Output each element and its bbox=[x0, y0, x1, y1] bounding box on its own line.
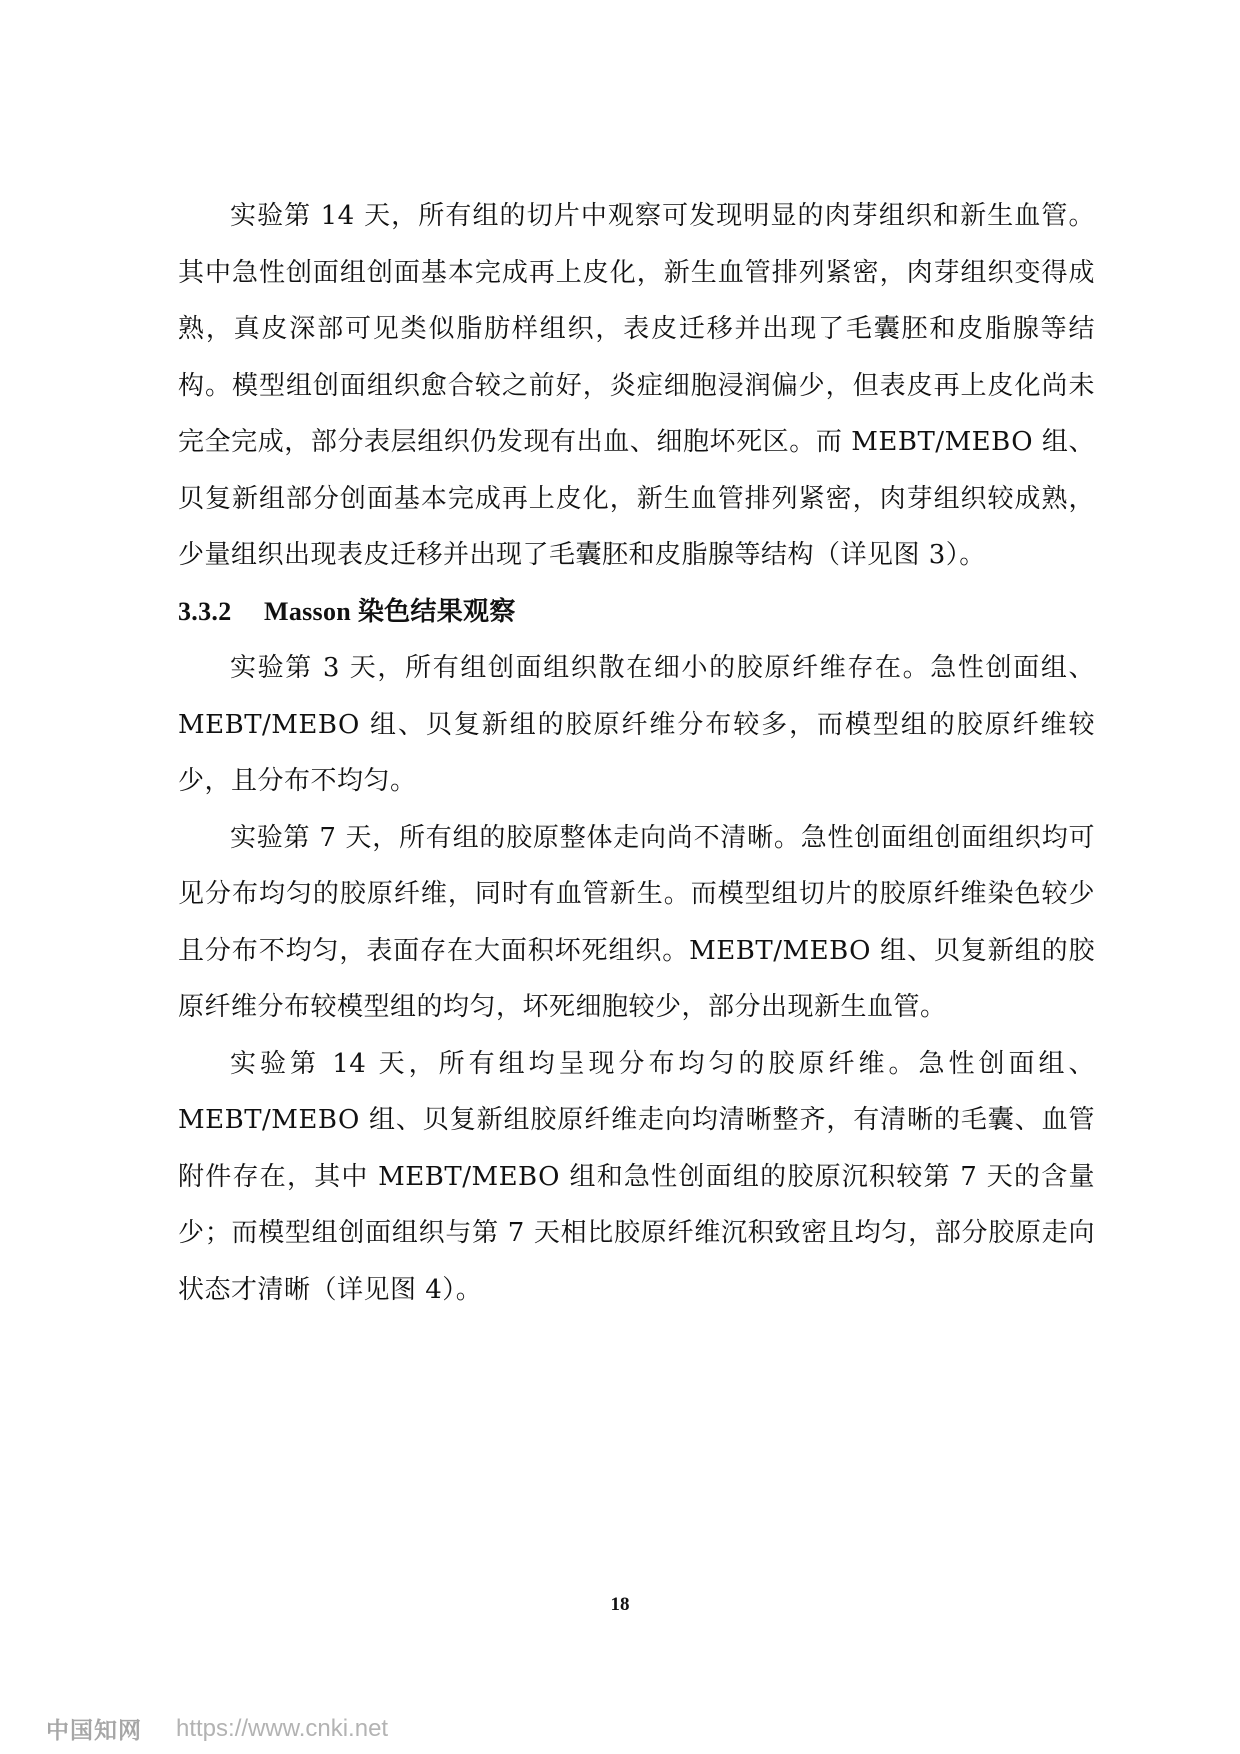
paragraph-day7-masson: 实验第 7 天，所有组的胶原整体走向尚不清晰。急性创面组创面组织均可见分布均匀的胶原纤维，同时有血管新生。而模型组切片的胶原纤维染色较少且分布不均匀，表面存在大面积坏死组织。MEBT/MEBO 组、贝复新组的胶原纤维分布较模型组的均匀，坏死细胞较少，部分出现新生血管。 bbox=[178, 822, 1095, 1022]
footer-watermark bbox=[46, 1712, 388, 1745]
section-heading bbox=[178, 584, 1095, 641]
document-body bbox=[178, 188, 1095, 1318]
paragraph-day14-masson: 实验第 14 天，所有组均呈现分布均匀的胶原纤维。急性创面组、MEBT/MEBO 组、贝复新组胶原纤维走向均清晰整齐，有清晰的毛囊、血管附件存在，其中 MEBT/MEBO 组和急性创面组的胶原沉积较第 7 天的含量少；而模型组创面组织与第 7 天相比胶原纤维沉积致密且均匀，部分胶原走向状态才清晰（详见图 4）。 bbox=[178, 1048, 1095, 1305]
cnki-logo: 中国知网 bbox=[46, 1718, 142, 1744]
section-number: 3.3.2 bbox=[178, 596, 232, 626]
paragraph-day14-he: 实验第 14 天，所有组的切片中观察可发现明显的肉芽组织和新生血管。其中急性创面组创面基本完成再上皮化，新生血管排列紧密，肉芽组织变得成熟，真皮深部可见类似脂肪样组织，表皮迁移并出现了毛囊胚和皮脂腺等结构。模型组创面组织愈合较之前好，炎症细胞浸润偏少，但表皮再上皮化尚未完全完成，部分表层组织仍发现有出血、细胞坏死区。而 MEBT/MEBO 组、贝复新组部分创面基本完成再上皮化，新生血管排列紧密，肉芽组织较成熟，少量组织出现表皮迁移并出现了毛囊胚和皮脂腺等结构（详见图 3）。 bbox=[178, 201, 1095, 570]
cnki-url[interactable]: https://www.cnki.net bbox=[176, 1714, 389, 1742]
section-title: Masson 染色结果观察 bbox=[264, 596, 516, 626]
page-number: 18 bbox=[610, 1594, 630, 1615]
paragraph-day3-masson: 实验第 3 天，所有组创面组织散在细小的胶原纤维存在。急性创面组、MEBT/MEBO 组、贝复新组的胶原纤维分布较多，而模型组的胶原纤维较少，且分布不均匀。 bbox=[178, 653, 1095, 796]
